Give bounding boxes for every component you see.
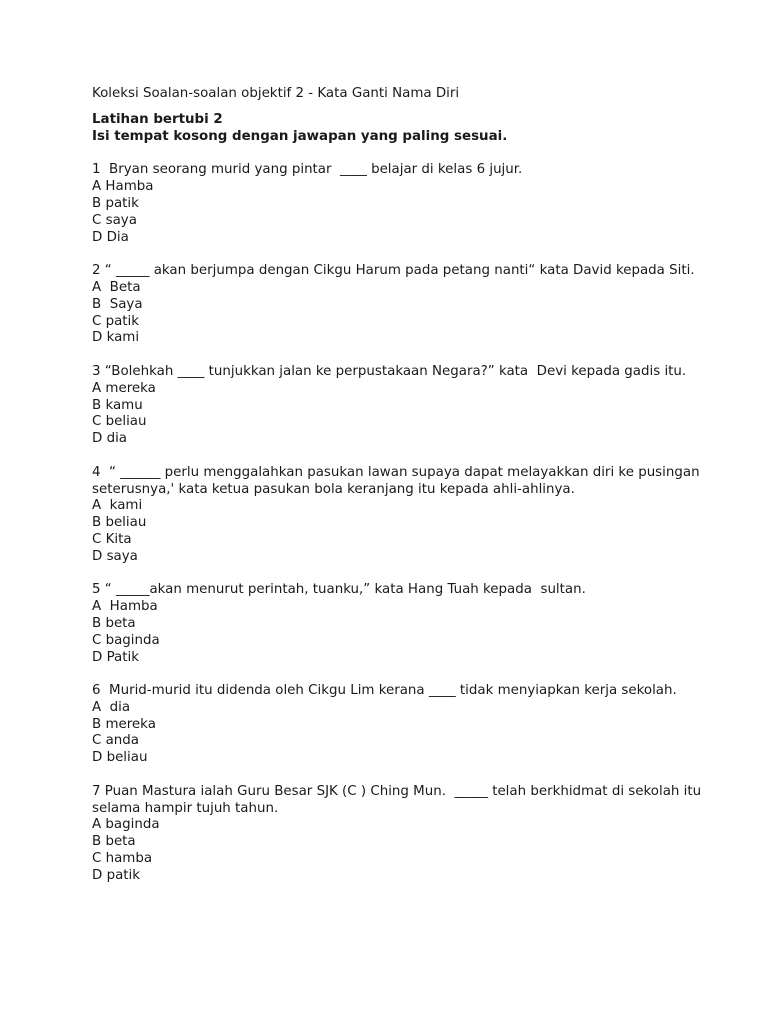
- option-a: A Hamba: [92, 599, 158, 615]
- instruction-text: Isi tempat kosong dengan jawapan yang paling sesuai.: [92, 128, 508, 144]
- option-c: C hamba: [92, 851, 153, 867]
- option-c: C beliau: [92, 414, 147, 430]
- option-d: D saya: [92, 548, 138, 564]
- question-3: [92, 364, 732, 448]
- question-list: [92, 162, 732, 884]
- question-7: [92, 784, 732, 885]
- document-page: [92, 86, 732, 901]
- option-a: A baginda: [92, 817, 160, 833]
- option-b: B kamu: [92, 397, 143, 413]
- instructions-block: [92, 112, 732, 146]
- option-d: D beliau: [92, 750, 148, 766]
- question-4: [92, 465, 732, 566]
- question-text: 2 “ _____ akan berjumpa dengan Cikgu Harum pada petang nanti“ kata David kepada Siti.: [92, 263, 695, 279]
- option-d: D Patik: [92, 649, 139, 665]
- option-a: A dia: [92, 699, 131, 715]
- option-b: B Saya: [92, 296, 143, 312]
- option-a: A Hamba: [92, 179, 154, 195]
- option-d: D kami: [92, 330, 140, 346]
- option-c: C baginda: [92, 632, 160, 648]
- option-d: D dia: [92, 431, 127, 447]
- option-b: B beliau: [92, 515, 147, 531]
- option-a: A kami: [92, 498, 143, 514]
- option-c: C anda: [92, 733, 140, 749]
- question-5: [92, 582, 732, 666]
- question-2: [92, 263, 732, 347]
- option-b: B beta: [92, 834, 136, 850]
- question-text: 4 “ ______ perlu menggalahkan pasukan lawan supaya dapat melayakkan diri ke pusingan seterusnya,' kata ketua pasukan bola keranjang itu kepada ahli-ahlinya.: [92, 464, 704, 497]
- question-text: 1 Bryan seorang murid yang pintar ____ belajar di kelas 6 jujur.: [92, 162, 523, 178]
- option-c: C saya: [92, 212, 137, 228]
- question-6: [92, 683, 732, 767]
- question-text: 5 “ _____akan menurut perintah, tuanku,” kata Hang Tuah kepada sultan.: [92, 582, 586, 598]
- option-b: B patik: [92, 195, 139, 211]
- option-d: D patik: [92, 867, 140, 883]
- document-title: Koleksi Soalan-soalan objektif 2 - Kata Ganti Nama Diri: [92, 86, 460, 101]
- option-b: B mereka: [92, 716, 156, 732]
- option-b: B beta: [92, 615, 136, 631]
- option-a: A mereka: [92, 380, 156, 396]
- option-c: C Kita: [92, 531, 132, 547]
- question-text: 3 “Bolehkah ____ tunjukkan jalan ke perpustakaan Negara?” kata Devi kepada gadis itu.: [92, 363, 687, 379]
- question-1: [92, 162, 732, 246]
- question-text: 7 Puan Mastura ialah Guru Besar SJK (C ) Ching Mun. _____ telah berkhidmat di sekolah itu selama hampir tujuh tahun.: [92, 783, 706, 816]
- question-text: 6 Murid-murid itu didenda oleh Cikgu Lim kerana ____ tidak menyiapkan kerja sekolah.: [92, 683, 677, 699]
- exercise-heading: Latihan bertubi 2: [92, 111, 223, 127]
- option-a: A Beta: [92, 279, 141, 295]
- option-c: C patik: [92, 313, 140, 329]
- option-d: D Dia: [92, 229, 129, 245]
